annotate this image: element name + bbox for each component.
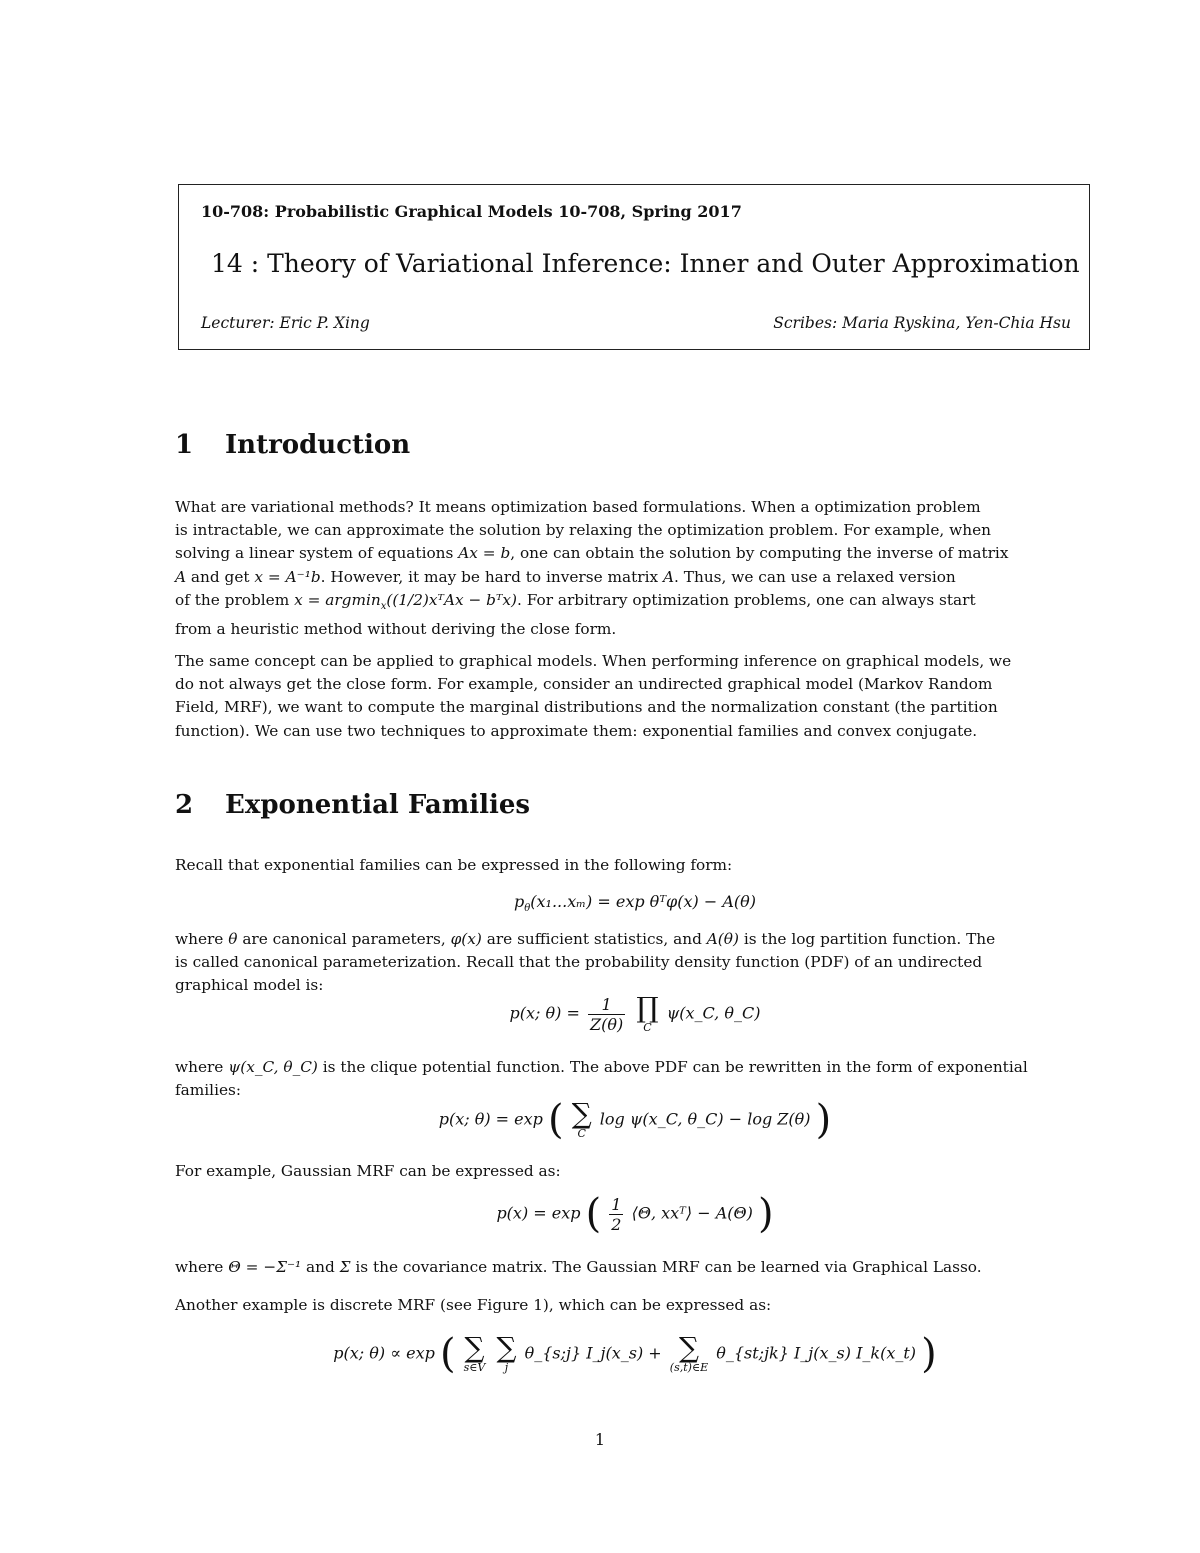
canonical-params-paragraph xyxy=(175,928,1095,998)
equation-mrf-pdf: p(x; θ) = $\frac{1}{Z(\theta)}$ ∏ C ψ(x_C, θ_C) xyxy=(509,991,761,1034)
text-line: where θ are canonical parameters, φ(x) are sufficient statistics, and A(θ) is the log partition function. The xyxy=(175,930,996,948)
lecture-title: 14 : Theory of Variational Inference: Inner and Outer Approximation xyxy=(211,249,1080,278)
text-line: families: xyxy=(175,1081,242,1100)
text-line: of the problem x = argmin$_x$((1/2)xᵀAx − bᵀx). For arbitrary optimization problems, one can always start xyxy=(175,590,976,612)
clique-potential-paragraph xyxy=(175,1056,1095,1102)
gaussian-mrf-intro: For example, Gaussian MRF can be expressed as: xyxy=(175,1162,561,1180)
text-line: function). We can use two techniques to approximate them: exponential families and convex conjugate. xyxy=(175,721,978,740)
exp-family-intro: Recall that exponential families can be expressed in the following form: xyxy=(175,856,733,874)
lecture-header-box xyxy=(178,184,1090,350)
section-1-heading xyxy=(175,430,410,460)
section-number: 2 xyxy=(175,790,194,820)
equation-mrf-exponential: p(x; θ) = exp ( ∑ C log ψ(x_C, θ_C) − log Z(θ) ) xyxy=(438,1097,832,1143)
text-line: graphical model is: xyxy=(175,976,324,995)
text-line: is intractable, we can approximate the solution by relaxing the optimization problem. For example, when xyxy=(175,521,992,540)
intro-paragraph-1 xyxy=(175,496,1095,641)
text-line: where ψ(x_C, θ_C) is the clique potential function. The above PDF can be rewritten in the form of exponential xyxy=(175,1058,1028,1076)
text-line: is called canonical parameterization. Recall that the probability density function (PDF) of an undirected xyxy=(175,953,983,972)
text-line: from a heuristic method without deriving the close form. xyxy=(175,620,617,639)
lecturer-name: Lecturer: Eric P. Xing xyxy=(201,314,370,332)
course-title: 10-708: Probabilistic Graphical Models 10-708, Spring 2017 xyxy=(201,202,742,221)
text-line: Field, MRF), we want to compute the marginal distributions and the normalization constant (the partition xyxy=(175,698,998,717)
section-title: Exponential Families xyxy=(225,790,531,820)
discrete-mrf-intro: Another example is discrete MRF (see Figure 1), which can be expressed as: xyxy=(175,1296,772,1314)
page-number: 1 xyxy=(594,1430,606,1449)
equation-discrete-mrf: p(x; θ) ∝ exp ( ∑ s∈V ∑ j θ_{s;j} I_j(x_s) + ∑ (s,t)∈E θ_{st;jk} I_j(x_s) I_k(x_t) ) xyxy=(333,1331,937,1377)
scribes-names: Scribes: Maria Ryskina, Yen-Chia Hsu xyxy=(773,314,1071,332)
equation-gaussian-mrf: p(x) = exp ( $\frac{1}{2}$ ⟨Θ, xxᵀ⟩ − A(Θ) ) xyxy=(496,1191,774,1237)
text-line: A and get x = A⁻¹b. However, it may be hard to inverse matrix A. Thus, we can use a relaxed version xyxy=(175,567,956,586)
text-line: The same concept can be applied to graphical models. When performing inference on graphical models, we xyxy=(175,652,1012,670)
equation-exponential-family: $p_\theta(x_1...x_m) = \exp$ θᵀφ(x) − A(θ) xyxy=(513,892,756,915)
covariance-paragraph: where Θ = −Σ⁻¹ and Σ is the covariance matrix. The Gaussian MRF can be learned via Graphical Lasso. xyxy=(175,1258,982,1276)
text-line: What are variational methods? It means optimization based formulations. When a optimization problem xyxy=(175,498,981,516)
intro-paragraph-2 xyxy=(175,650,1095,743)
section-number: 1 xyxy=(175,430,194,460)
section-title: Introduction xyxy=(225,430,411,460)
text-line: solving a linear system of equations Ax = b, one can obtain the solution by computing the inverse of matrix xyxy=(175,544,1009,563)
section-2-heading xyxy=(175,790,530,820)
text-line: do not always get the close form. For example, consider an undirected graphical model (Markov Random xyxy=(175,675,993,694)
